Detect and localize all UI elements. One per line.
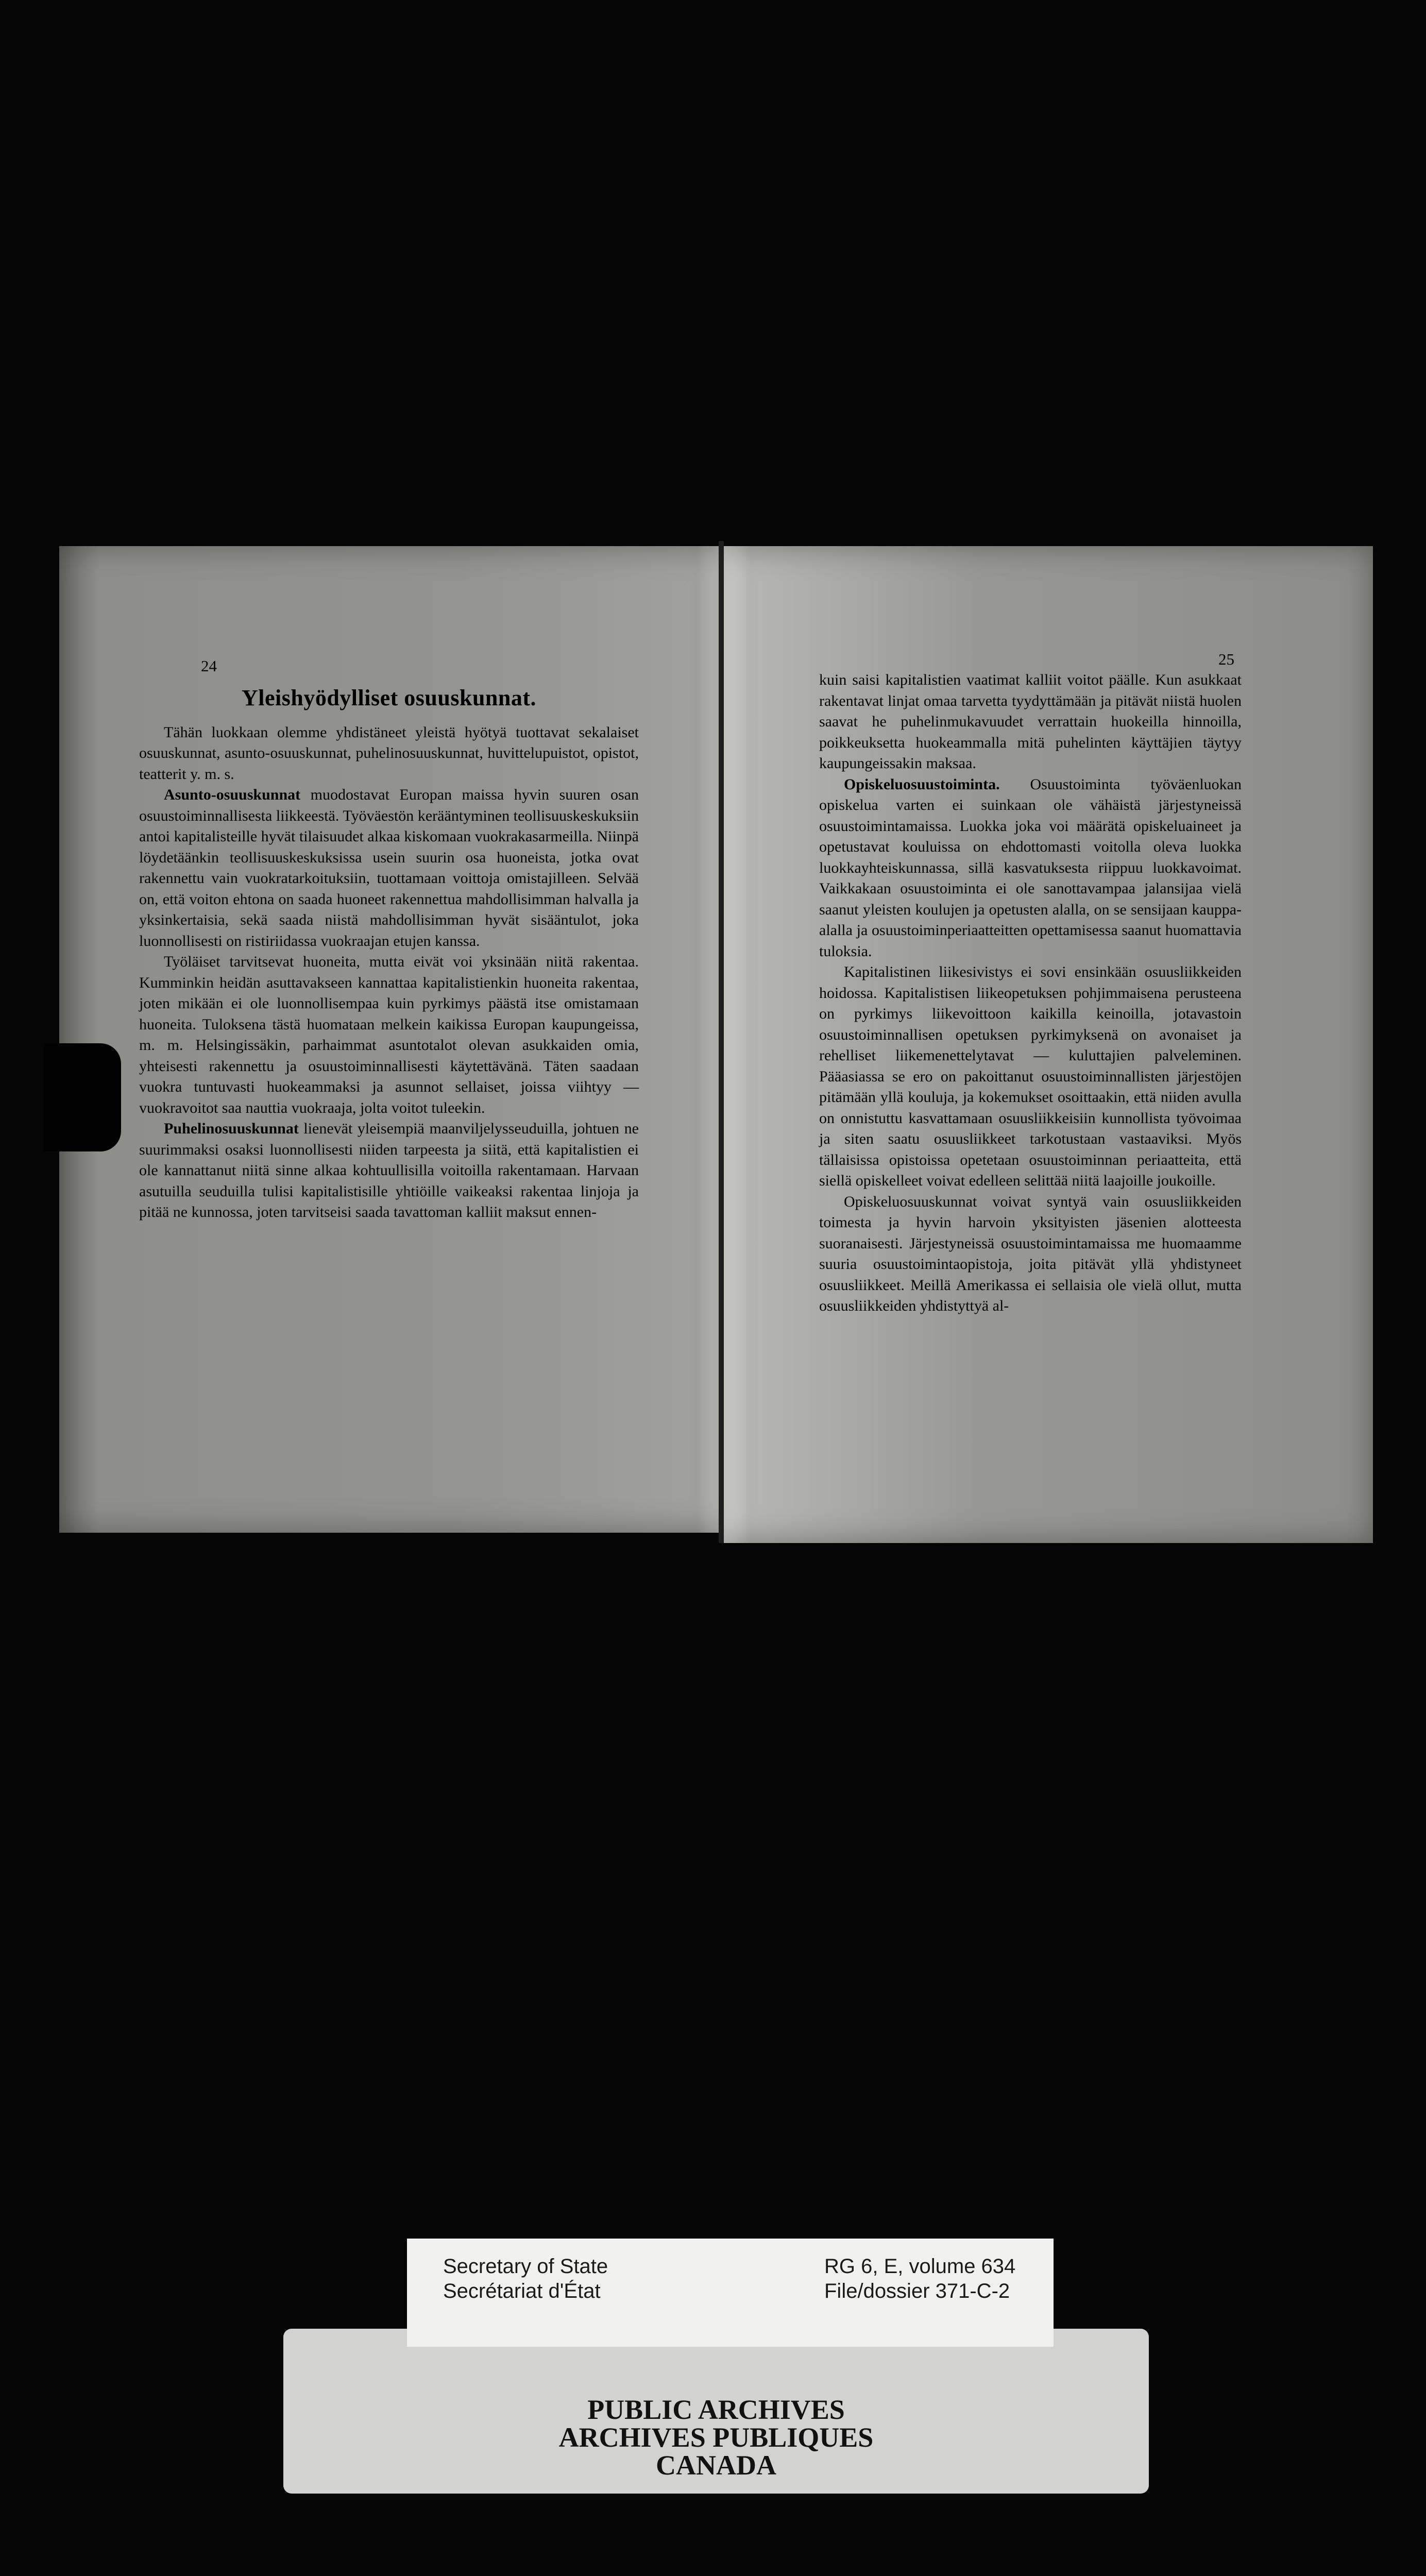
paragraph-term: Asunto-osuuskunnat (164, 786, 301, 803)
archive-stamp (283, 2396, 1149, 2479)
right-page-text (819, 670, 1242, 1317)
paragraph: kuin saisi kapitalistien vaatimat kalliit voitot päälle. Kun asukkaat rakentavat linjat omaa tarvetta tyydyttämään ja pitävät niistä huolen saavat he puhelinmukavuudet verrattain huokeilla hinnoilla, poikkeuksetta huokeammalla mitä puhelinten käyttäjien täytyy kaupungeissakin maksaa. (819, 671, 1242, 772)
paragraph: Asunto-osuuskunnat muodostavat Europan maissa hyvin suuren osan osuustoiminnallisesta liikkeestä. Työväestön kerääntyminen teollisuuskeskuksiin antoi kapitalisteille hyvät tilaisuudet alkaa kiskomaan vuokrakasarmeilla. Niinpä löydetäänkin teollisuuskeskuksissa usein suurin osa huoneista, jotka ovat rakennettu vain vuokratarkoituksiin, tuottamaan voittoja omistajilleen. Selvää on, että voiton ehtona on saada huoneet rakennettua mahdollisimman halvalla ja yksinkertaisia, sekä saada niistä mahdollisimman hyvät sisääntulot, joka luonnollisesti on ristiriidassa vuokraajan etujen kanssa. (139, 786, 639, 950)
paragraph: Työläiset tarvitsevat huoneita, mutta eivät voi yksinään niitä rakentaa. Kumminkin heidän asuttavakseen kannattaa kapitalistienkin huoneita rakentaa, joten mikään ei ole luonnollisempaa kuin pyrkimys päästä itse omistamaan huoneita. Tuloksena tästä huomataan melkein kaikissa Europan kaupungeissa, m. m. Helsingissäkin, parhaimmat asuntotalot olevan asukkaiden omia, yhteisesti rakennettu ja osuustoiminnallisesti käytettävänä. Täten saadaan vuokra tuntuvasti huokeammaksi ja asunnot sellaiset, joissa viihtyy — vuokravoitot saa nauttia vuokraaja, jolta voitot tuleekin. (139, 953, 639, 1116)
file-number: File/dossier 371-C-2 (824, 2280, 1010, 2302)
left-page-number: 24 (201, 657, 217, 675)
book-spine (719, 541, 724, 1543)
paragraph: Puhelinosuuskunnat lienevät yleisempiä maanviljelysseuduilla, johtuen ne suurimmaksi osaksi luonnollisesti niiden tarpeesta ja siitä, että kapitalistien ei ole kannattanut niitä sinne alkaa kohtuullisilla voitoilla rakentamaan. Harvaan asutuilla seuduilla tulisi kapitalistisille yhtiöille vaikeaksi rakentaa linjoja ja pitää ne kunnossa, joten tarvitseisi saada tavattoman kalliit maksut ennen- (139, 1120, 639, 1221)
stamp-line: ARCHIVES PUBLIQUES (558, 2422, 874, 2453)
department-name-fr: Secrétariat d'État (443, 2280, 601, 2302)
record-group: RG 6, E, volume 634 (824, 2255, 1016, 2278)
paragraph: Opiskeluosuuskunnat voivat syntyä vain osuusliikkeiden toimesta ja hyvin harvoin yksityisten jäsenien alotteesta suoranaisesti. Järjestyneissä osuustoimintamaissa me huomaamme suuria osuustoimintaopistoja, joita pitävät yllä yhdistyneet osuusliikkeet. Meillä Amerikassa ei sellaisia ole vielä ollut, mutta osuusliikkeiden yhdistyttyä al- (819, 1193, 1242, 1314)
page-tab-marker (44, 1043, 121, 1151)
department-name-en: Secretary of State (443, 2255, 608, 2278)
paragraph: Tähän luokkaan olemme yhdistäneet yleistä hyötyä tuottavat sekalaiset osuuskunnat, asunto-osuuskunnat, puhelinosuuskunnat, huvittelupuistot, opistot, teatterit y. m. s. (139, 723, 639, 783)
archive-reference-label (407, 2239, 1054, 2347)
stamp-line: PUBLIC ARCHIVES (587, 2394, 845, 2425)
paragraph: Kapitalistinen liikesivistys ei sovi ensinkään osuusliikkeiden hoidossa. Kapitalistisen liikeopetuksen pohjimmaisena perusteena on pyrkimys liikevoittoon kaikilla keinoilla, jotavastoin osuustoiminnallisen opetuksen pyrkimyksenä on avonaiset ja rehelliset liikemenettelytavat — kuluttajien palveleminen. Pääasiassa se ero on pakoittanut osuustoiminnallisten järjestöjen pitämään yllä kouluja, ja kokemukset osoittaakin, että niiden avulla on onnistuttu kasvattamaan osuusliikkeisiin kunnollista työvoimaa ja siten saatu osuusliikkeet tarkotustaan vastaaviksi. Myös tällaisissa opistoissa opetetaan osuustoiminnan periaatteita, että siellä opiskelleet voivat edelleen selittää niitä laajoille joukoille. (819, 963, 1242, 1189)
left-page-text (139, 685, 639, 1223)
paragraph-term: Opiskeluosuustoiminta. (844, 775, 1000, 793)
section-heading: Yleishyödylliset osuuskunnat. (241, 685, 537, 710)
paragraph-term: Puhelinosuuskunnat (164, 1120, 299, 1137)
paragraph: Opiskeluosuustoiminta. Osuustoiminta työväenluokan opiskelua varten ei suinkaan ole vähäistä järjestyneissä osuustoimintamaissa. Luokka joka voi määrätä opiskeluaineet ja opetustavat kouluissa on ehdottomasti voitolla oleva luokka luokkayhteiskunnassa, sillä kasvatuksesta riippuu luokkavoimat. Vaikkakaan osuustoiminta ei ole sanottavampaa jalansijaa vielä saanut yleisten koulujen ja opetusten alalla, on se sensijaan kauppa-alalla ja osuustoiminperiaatteitten opettamisessa saanut huomattavia tuloksia. (819, 775, 1242, 960)
stamp-line: CANADA (656, 2450, 776, 2481)
right-page-number: 25 (1218, 650, 1234, 668)
